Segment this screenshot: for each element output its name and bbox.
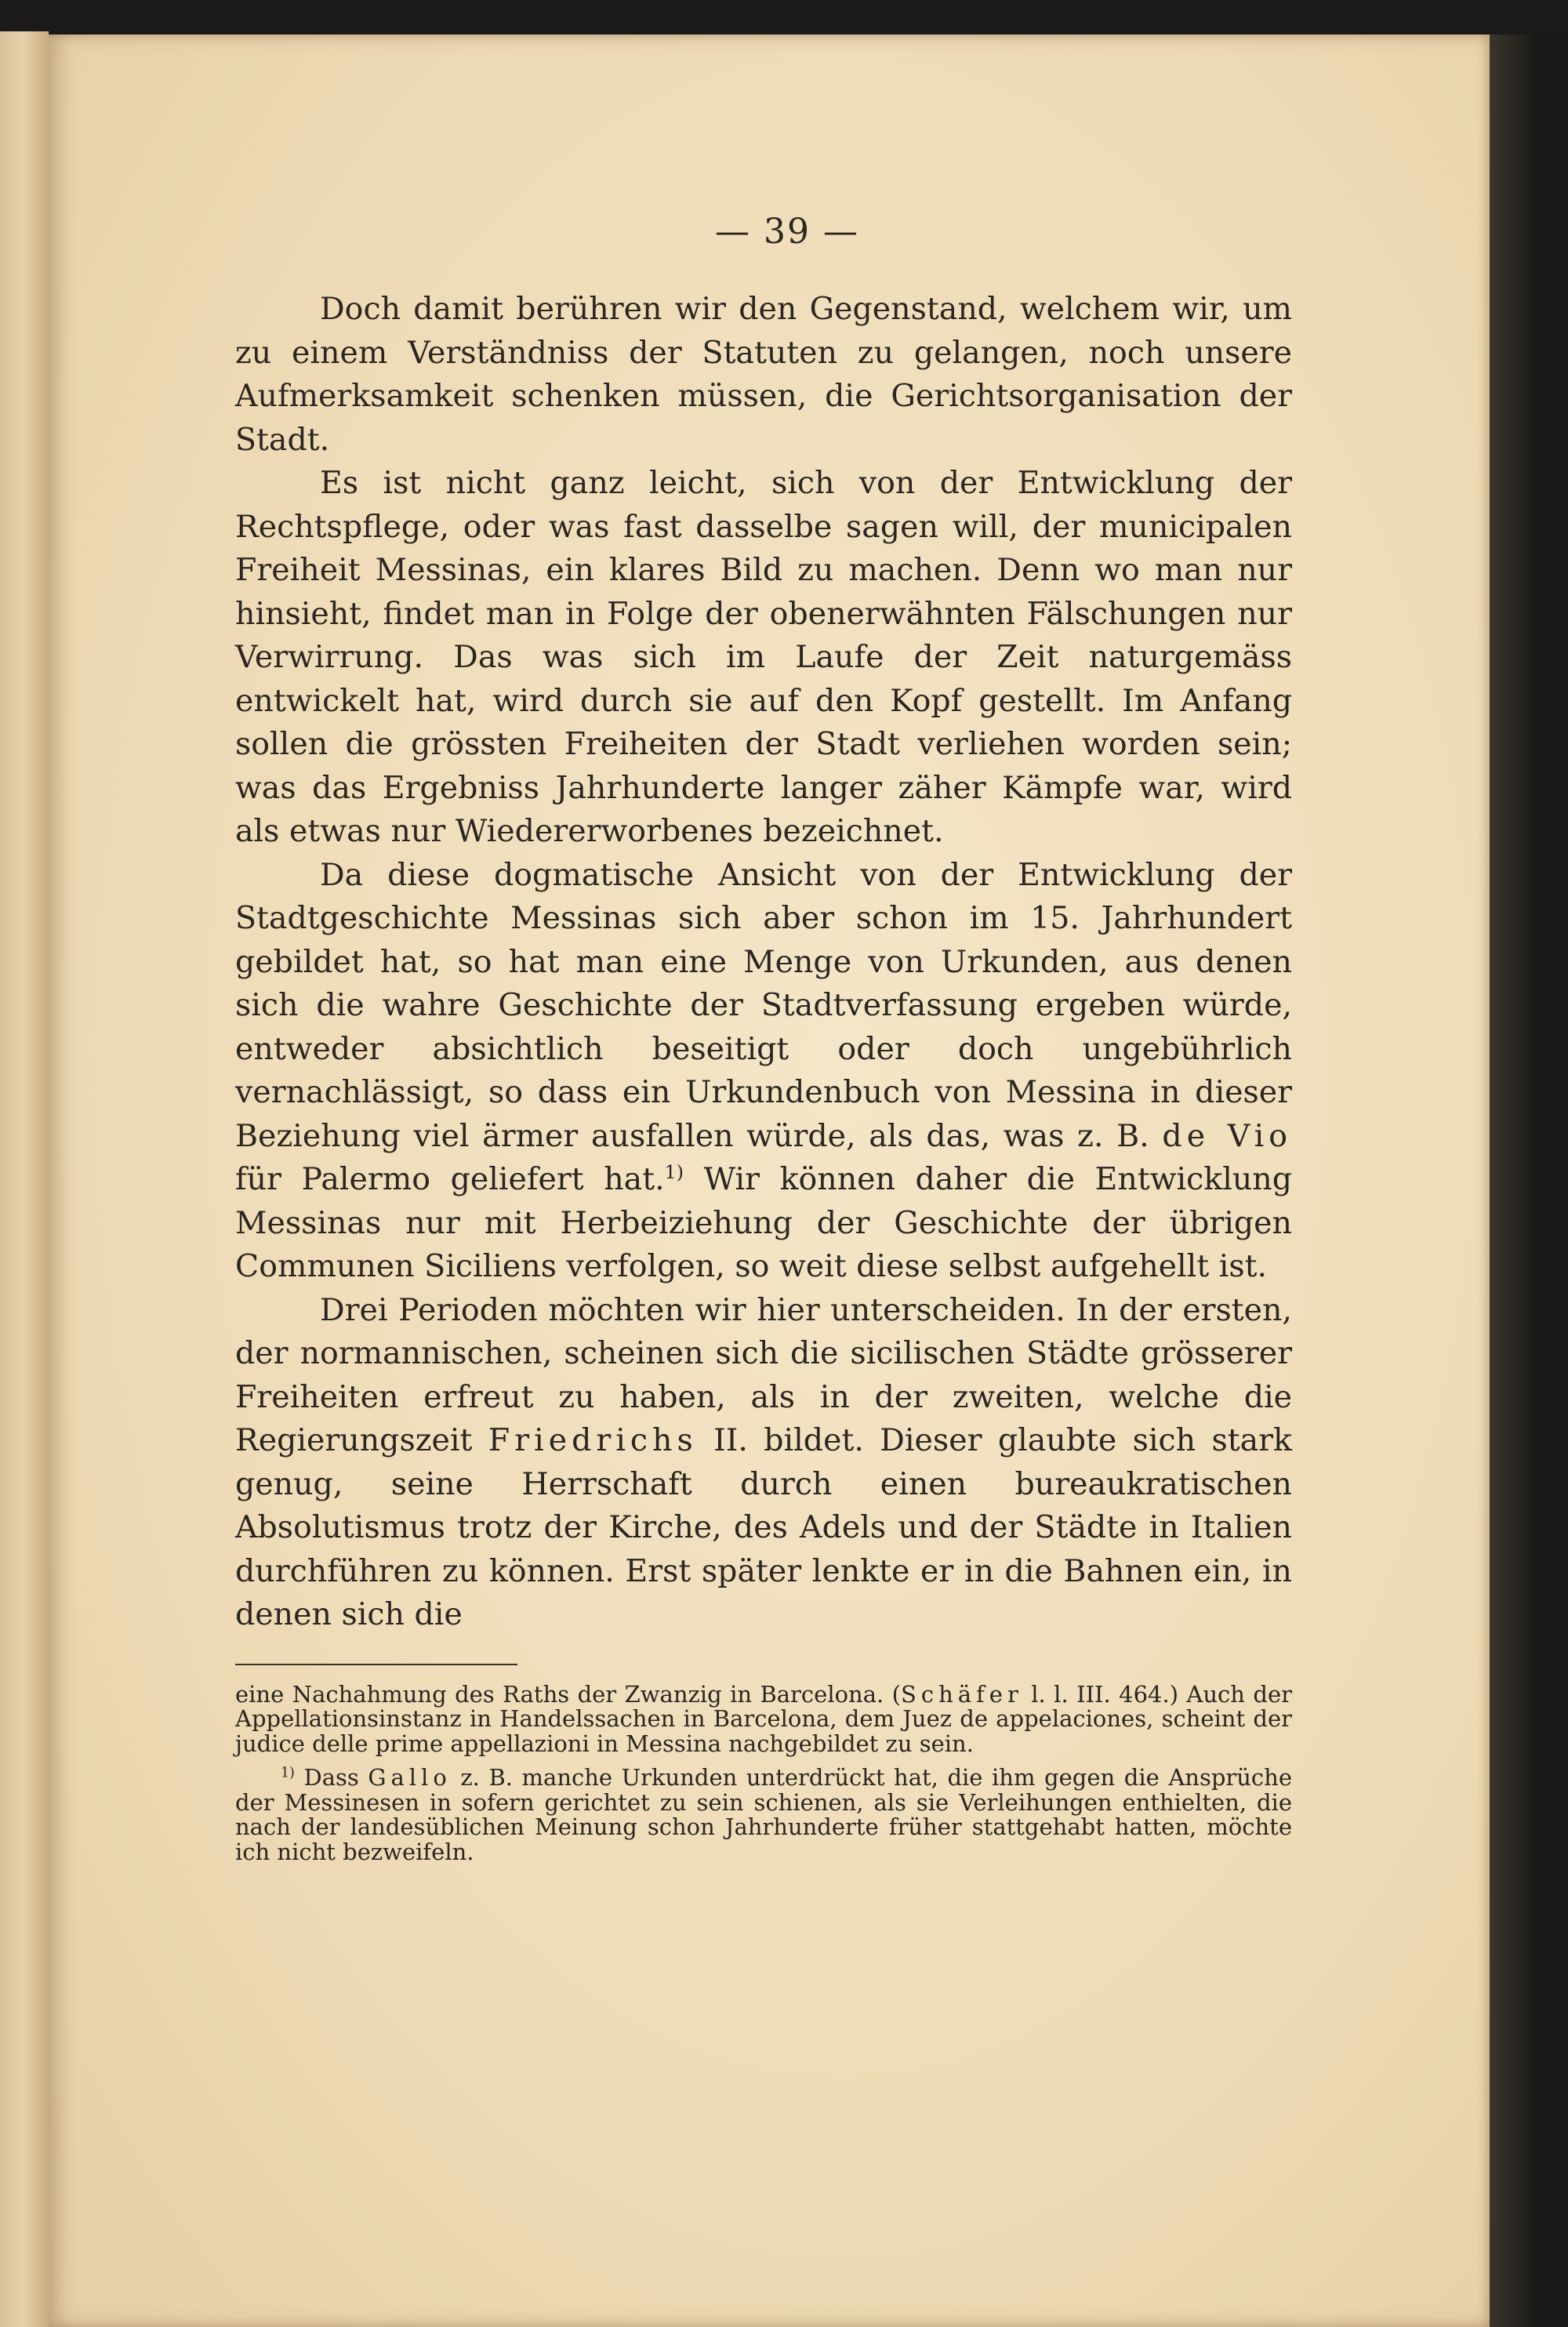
paragraph-court-organisation xyxy=(235,288,1292,462)
previous-page-edge xyxy=(0,31,49,2327)
footnote-continued xyxy=(235,1680,1292,1757)
paragraph-three-periods xyxy=(235,1289,1292,1637)
paragraph-dogmatic-view xyxy=(235,854,1292,1289)
paragraph-text: II. bildet. Dieser glaubte sich stark genug, seine Herrschaft durch einen bureaukratischen Absolutismus trotz der Kirche, des Adels und der Städte in Italien durchführen zu können. Erst später lenkte er in die Bahnen ein, in denen sich die xyxy=(235,1422,1292,1632)
footnote-text: z. B. manche Urkunden unterdrückt hat, die ihm gegen die Ansprüche der Messinesen in sofern gerichtet zu sein schienen, als sie Verleihungen enthielten, die nach der landesüblichen Meinung schon Jahrhunderte früher stattgehabt hatten, möchte ich nicht bezweifeln. xyxy=(235,1764,1293,1865)
paragraph-text: Wir können daher die Entwicklung Messinas nur mit Herbeiziehung der Geschichte der übrigen Communen Siciliens verfolgen, so weit diese selbst aufgehellt ist. xyxy=(235,1161,1293,1284)
spaced-name: Friedrichs xyxy=(488,1422,698,1458)
paragraph-text: Doch damit berühren wir den Gegenstand, welchem wir, um zu einem Verständniss der Statuten zu gelangen, noch unsere Aufmerksamkeit schenken müssen, die Gerichtsorganisation der Stadt. xyxy=(235,291,1292,458)
spaced-name: de Vio xyxy=(1162,1117,1293,1154)
text-block xyxy=(235,212,1292,1864)
paragraph-text: Drei Perioden möchten wir hier unterscheiden. In der ersten, der normannischen, scheinen sich die sicilischen Städte grösserer Freiheiten erfreut zu haben, als in der zweiten, welche die Regierungszeit xyxy=(235,1291,1292,1458)
footnote-reference: 1) xyxy=(664,1160,684,1183)
paragraph-legal-development xyxy=(235,462,1292,854)
footnote-1 xyxy=(235,1766,1292,1864)
footnote-text: Dass xyxy=(303,1764,359,1791)
footnote-marker: 1) xyxy=(281,1765,295,1781)
paragraph-text: Da diese dogmatische Ansicht von der Entwicklung der Stadtgeschichte Messinas sich aber schon im 15. Jahrhundert gebildet hat, so hat man eine Menge von Urkunden, aus denen sich die wahre Geschichte der Stadtverfassung ergeben würde, entweder absichtlich beseitigt oder doch ungebührlich vernachlässigt, so dass ein Urkundenbuch von Messina in dieser Beziehung viel ärmer ausfallen würde, als das, was z. B. xyxy=(235,856,1292,1154)
paragraph-text: Es ist nicht ganz leicht, sich von der Entwicklung der Rechtspflege, oder was fast dasselbe sagen will, der municipalen Freiheit Messinas, ein klares Bild zu machen. Denn wo man nur hinsieht, findet man in Folge der obenerwähnten Fälschungen nur Verwirrung. Das was sich im Laufe der Zeit naturgemäss entwickelt hat, wird durch sie auf den Kopf gestellt. Im Anfang sollen die grössten Freiheiten der Stadt verliehen worden sein; was das Ergebniss Jahrhunderte langer zäher Kämpfe war, wird als etwas nur Wiedererworbenes bezeichnet. xyxy=(235,465,1292,849)
footnote-divider xyxy=(235,1664,517,1665)
footnote-text: eine Nachahmung des Raths der Zwanzig in Barcelona. ( xyxy=(235,1680,901,1708)
paragraph-text: für Palermo geliefert hat. xyxy=(235,1161,665,1197)
spaced-name: Gallo xyxy=(368,1764,452,1791)
footnote-text: l. l. III. 464.) Auch der Appellationsinstanz in Handelssachen in Barcelona, dem Juez de appelaciones, scheint der judice delle prime appellazioni in Messina nachgebildet zu sein. xyxy=(235,1680,1292,1757)
book-fore-edge xyxy=(1490,34,1568,2327)
page-number: — 39 — xyxy=(715,212,859,252)
spaced-name: Schäfer xyxy=(900,1680,1023,1708)
